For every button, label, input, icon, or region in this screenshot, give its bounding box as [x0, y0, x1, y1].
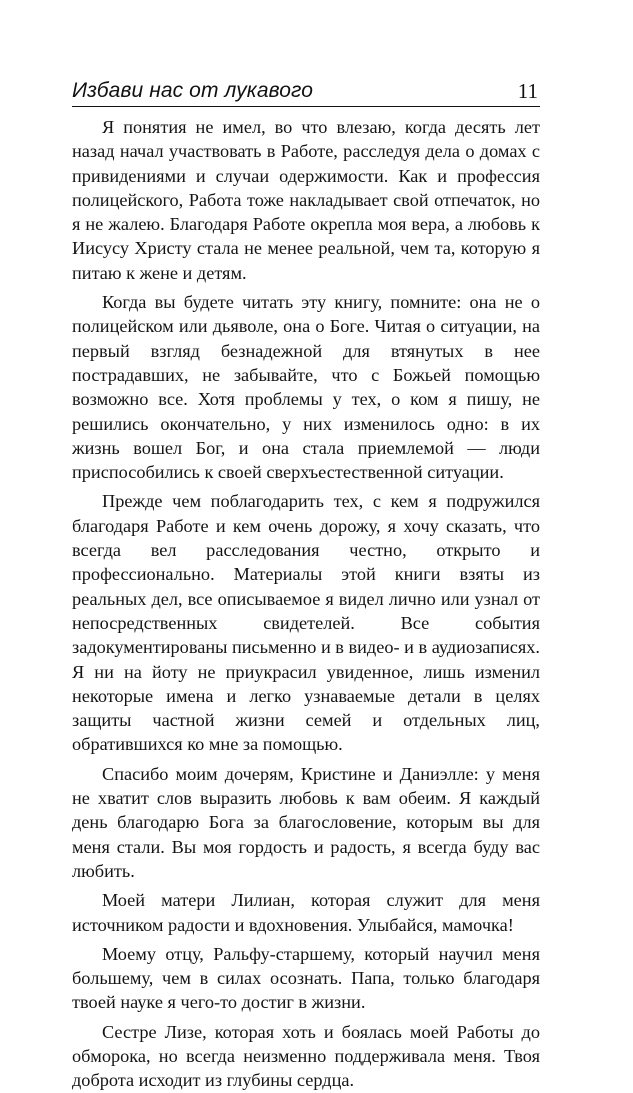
running-header — [72, 76, 540, 107]
paragraph: Моему отцу, Ральфу-старшему, который научил меня большему, чем в силах осознать. Папа, только благодаря твоей науке я чего-то достиг в жизни. — [72, 943, 540, 1013]
paragraph: Когда вы будете читать эту книгу, помните: она не о полицейском или дьяволе, она о Боге. Читая о ситуации, на первый взгляд безнадежной для втянутых в нее пострадавших, не забывайте, что с Божьей помощью возможно все. Хотя проблемы у тех, о ком я пишу, не решились окончательно, у них изменилось одно: в их жизнь вошел Бог, и она стала приемлемой — люди приспособились к своей сверхъестественной ситуации. — [72, 292, 540, 483]
paragraph: Спасибо моим дочерям, Кристине и Даниэлле: у меня не хватит слов выразить любовь к вам обеим. Я каждый день благодарю Бога за благословение, которым вы для меня стали. Вы моя гордость и радость, я всегда буду вас любить. — [72, 763, 540, 881]
paragraph: Моей матери Лилиан, которая служит для меня источником радости и вдохновения. Улыбайся, мамочка! — [72, 890, 540, 935]
paragraph: Я понятия не имел, во что влезаю, когда десять лет назад начал участвовать в Работе, расследуя дела о домах с привидениями и случаи одержимости. Как и профессия полицейского, Работа тоже накладывает свой отпечаток, но я не жалею. Благодаря Работе окрепла моя вера, а любовь к Иисусу Христу стала не менее реальной, чем та, которую я питаю к жене и детям. — [72, 117, 540, 283]
paragraph: Прежде чем поблагодарить тех, с кем я подружился благодаря Работе и кем очень дорожу, я хочу сказать, что всегда вел расследования честно, открыто и профессионально. Материалы этой книги взяты из реальных дел, все описываемое я видел лично или узнал от непосредственных свидетелей. Все события задокументированы письменно и в видео- и в аудиозаписях. Я ни на йоту не приукрасил увиденное, лишь изменил некоторые имена и легко узнаваемые детали в целях защиты частной жизни семей и отдельных лиц, обратившихся ко мне за помощью. — [72, 491, 540, 755]
body-text — [72, 115, 540, 1093]
page-number: 11 — [517, 79, 538, 103]
paragraph: Сестре Лизе, которая хоть и боялась моей Работы до обморока, но всегда неизменно поддерживала меня. Твоя доброта исходит из глубины сердца. — [72, 1021, 540, 1091]
running-title: Избави нас от лукавого — [72, 79, 313, 102]
